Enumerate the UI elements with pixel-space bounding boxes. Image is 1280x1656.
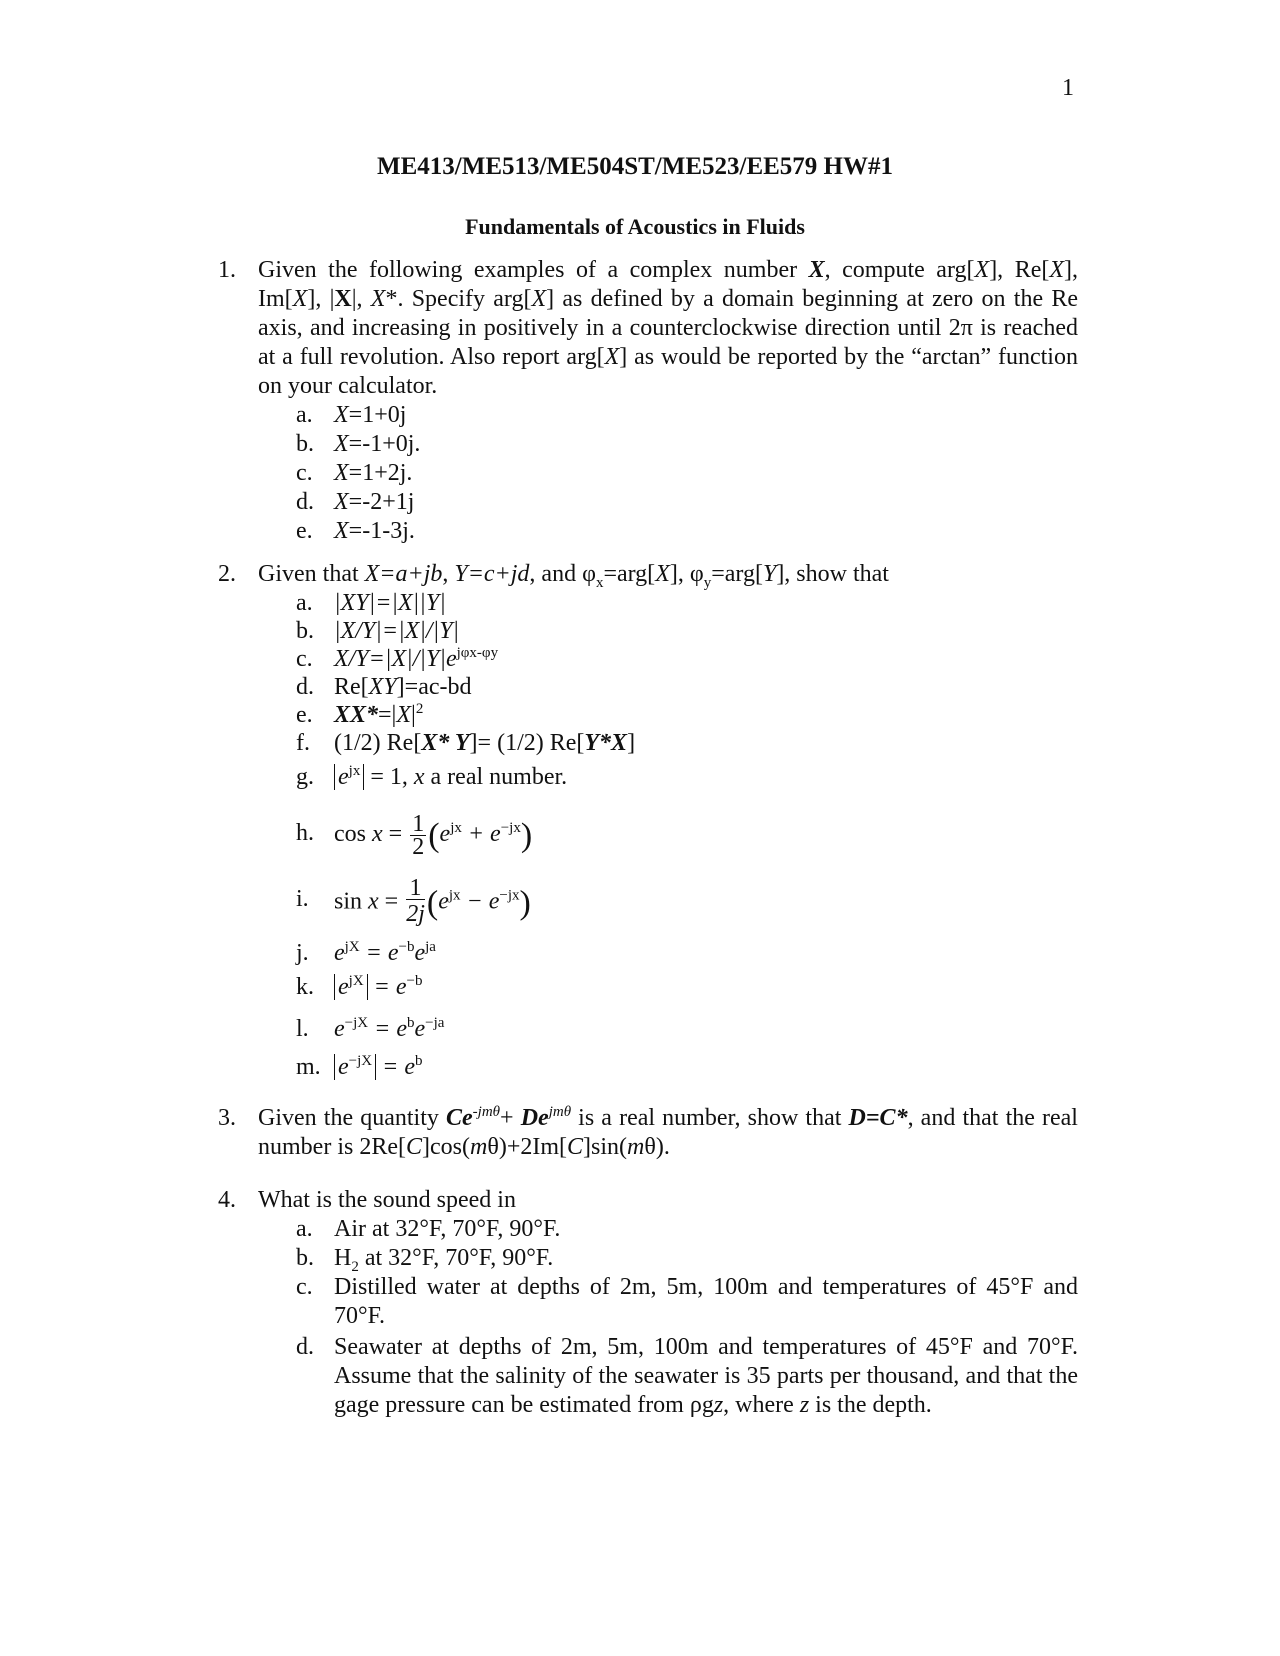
text-run: θ). — [644, 1134, 670, 1160]
item-label: d. — [296, 674, 314, 700]
math-var: m — [627, 1134, 645, 1160]
item-text: =1+0j — [348, 402, 407, 428]
math-var: e — [338, 764, 349, 790]
denominator: 2j — [406, 901, 425, 927]
subscript: x — [595, 574, 604, 591]
math-var: e — [439, 821, 451, 848]
list-item — [296, 1273, 1078, 1331]
math-var: Y — [762, 561, 777, 587]
question-number: 1. — [218, 257, 236, 283]
text-run: ] — [627, 730, 636, 756]
item-text: =-1+0j. — [348, 431, 421, 457]
list-item — [296, 517, 1078, 546]
numerator: 1 — [412, 811, 425, 837]
math-var: Y=c+jd — [454, 561, 530, 587]
paren-open: ( — [426, 884, 439, 922]
denominator: 2 — [412, 834, 425, 860]
item-label: k. — [296, 974, 314, 1000]
item-label: j. — [296, 940, 309, 966]
question-text: What is the sound speed in — [258, 1187, 516, 1213]
math-var: e — [414, 1016, 426, 1042]
math-var: XY — [368, 674, 397, 700]
superscript: −jx — [500, 820, 521, 837]
superscript: b — [414, 1053, 423, 1069]
text-run: , compute arg[ — [824, 257, 975, 283]
item-text: Air at 32°F, 70°F, 90°F. — [334, 1216, 561, 1242]
item-label: c. — [296, 1274, 313, 1300]
item-label: e. — [296, 702, 313, 728]
text-run: = — [382, 821, 409, 848]
list-item — [296, 645, 1078, 673]
math-var: z — [799, 1392, 810, 1418]
text-run: θ)+2Im[ — [487, 1134, 568, 1160]
list-item — [296, 1053, 1078, 1089]
list-item — [296, 939, 1078, 973]
math-var: e — [338, 974, 349, 1000]
question-1 — [218, 256, 1078, 546]
text-run: ] as defined by a domain beginning at zero on the Re axis, and increasing in positively in a counterclockwise direction until 2π is reached at a full revolution. Also report arg[ — [258, 286, 1079, 370]
list-item — [296, 701, 1078, 729]
text-run: Given the following examples of a complex number — [258, 257, 809, 283]
text-run: sin — [334, 888, 369, 915]
item-text: =-2+1j — [348, 489, 415, 515]
item-label: h. — [296, 820, 314, 846]
superscript: b — [406, 1015, 415, 1031]
math-var: C — [405, 1134, 422, 1160]
item-text: Distilled water at depths of 2m, 5m, 100m and temperatures of 45°F and 70°F. — [334, 1274, 1078, 1329]
math-var: XX* — [334, 702, 379, 728]
math-var: De — [520, 1105, 549, 1131]
superscript: jmθ — [548, 1104, 572, 1120]
item-label: g. — [296, 764, 314, 790]
math-var: z — [713, 1392, 724, 1418]
list-item — [296, 1215, 1078, 1244]
list-item — [296, 617, 1078, 645]
text-run: Given that — [258, 561, 365, 587]
math-var: Ce — [446, 1105, 473, 1131]
text-run: + — [500, 1105, 521, 1131]
question-number: 4. — [218, 1187, 236, 1213]
math-var: X — [604, 344, 620, 370]
list-item — [296, 430, 1078, 459]
question-text — [258, 1104, 1078, 1162]
math-var: X=a+jb — [364, 561, 443, 587]
paren-open: ( — [428, 817, 440, 854]
item-label: a. — [296, 402, 313, 428]
superscript: −ja — [425, 1015, 445, 1031]
paren-close: ) — [520, 817, 533, 854]
math-var: C — [567, 1134, 584, 1160]
math-var: X — [334, 489, 349, 515]
text-run: = 1, — [364, 764, 414, 790]
list-item — [296, 401, 1078, 430]
math-var: x — [372, 821, 383, 848]
list-item — [296, 807, 1078, 871]
text-run: ] as would be reported by the “arctan” function on your calculator. — [258, 344, 1078, 399]
item-label: b. — [296, 1245, 314, 1271]
text-run: *. Specify arg[ — [385, 286, 532, 312]
math-var: X — [531, 286, 547, 312]
text-run: |, — [351, 286, 371, 312]
math-var: X* Y — [421, 730, 470, 756]
math-var: = e — [376, 1054, 415, 1080]
math-var: X — [1049, 257, 1065, 283]
math-var: X — [292, 286, 308, 312]
abs-value — [334, 1054, 376, 1080]
paren-close: ) — [519, 884, 531, 922]
superscript: −b — [398, 939, 415, 955]
superscript: jφx-φy — [456, 645, 499, 661]
question-4 — [218, 1186, 1078, 1420]
text-run: H — [334, 1245, 352, 1271]
math-var: X — [974, 257, 990, 283]
text-run: Seawater at depths of 2m, 5m, 100m and temperatures of 45°F and 70°F. Assume that the salinity of the seawater is 35 parts per thousand, and that the gage pressure can be estimated from ρg — [334, 1334, 1078, 1418]
text-run: ], | — [307, 286, 335, 312]
text-run: | — [411, 702, 416, 728]
text-run: = — [378, 888, 405, 915]
superscript: ja — [425, 939, 436, 955]
text-run: ]= (1/2) Re[ — [469, 730, 585, 756]
question-number: 3. — [218, 1105, 236, 1131]
item-label: a. — [296, 1216, 313, 1242]
question-text — [258, 560, 1078, 589]
page-subtitle: Fundamentals of Acoustics in Fluids — [465, 214, 805, 239]
list-item — [296, 589, 1078, 617]
math-var: = e — [359, 940, 399, 966]
math-var: X — [808, 257, 825, 283]
fraction — [406, 877, 425, 929]
math-var: X — [334, 518, 349, 544]
item-label: l. — [296, 1016, 309, 1042]
text-run: at 32°F, 70°F, 90°F. — [358, 1245, 554, 1271]
text-run: a real number. — [424, 764, 568, 790]
item-label: i. — [296, 886, 309, 912]
math-var: e — [414, 940, 426, 966]
text-run: ], show that — [776, 561, 889, 587]
text-run: ]=ac-bd — [396, 674, 472, 700]
list-item — [296, 871, 1078, 939]
math-var: e — [338, 1054, 349, 1080]
item-text: =1+2j. — [348, 460, 413, 486]
math-var: e — [334, 1016, 345, 1042]
superscript: −jX — [344, 1015, 369, 1031]
text-run: is a real number, show that — [571, 1105, 849, 1131]
superscript: -jmθ — [472, 1104, 501, 1120]
math-var: X — [334, 431, 349, 457]
text-run: ], Im[ — [258, 257, 1079, 312]
superscript: −jx — [499, 887, 520, 904]
item-label: c. — [296, 460, 313, 486]
item-label: m. — [296, 1054, 321, 1080]
superscript: jx — [348, 763, 361, 779]
math-var: = e — [368, 1016, 407, 1042]
list-item — [296, 1244, 1078, 1273]
item-text: |X/Y|=|X|/|Y| — [334, 618, 460, 644]
text-run: =| — [378, 702, 397, 728]
math-var: X — [655, 561, 670, 587]
list-item — [296, 673, 1078, 701]
superscript: −b — [406, 973, 423, 989]
math-var: Y*X — [584, 730, 628, 756]
text-run: is the depth. — [809, 1392, 932, 1418]
math-var: X — [334, 460, 349, 486]
math-var: x — [368, 888, 379, 915]
item-label: d. — [296, 1334, 314, 1360]
item-label: a. — [296, 590, 313, 616]
superscript: 2 — [415, 701, 424, 717]
text-run: =arg[ — [603, 561, 656, 587]
item-label: e. — [296, 518, 313, 544]
item-label: f. — [296, 730, 310, 756]
text-run: Re[ — [334, 674, 369, 700]
item-label: d. — [296, 489, 314, 515]
abs-value — [334, 764, 364, 790]
math-var: X — [334, 402, 349, 428]
subscript: 2 — [351, 1258, 359, 1275]
page-title: ME413/ME513/ME504ST/ME523/EE579 HW#1 — [377, 153, 893, 180]
fraction — [410, 813, 426, 858]
text-run: , and that the real number is 2Re[ — [258, 1105, 1078, 1160]
math-var: X — [370, 286, 386, 312]
question-number: 2. — [218, 561, 236, 587]
list-item — [296, 729, 1078, 759]
math-var: x — [413, 764, 425, 790]
math-var: X — [334, 286, 352, 312]
text-run: ], Re[ — [989, 257, 1050, 283]
text-run: Given the quantity — [258, 1105, 446, 1131]
math-var: e — [334, 940, 345, 966]
text-run: ]sin( — [583, 1134, 628, 1160]
numerator: 1 — [406, 877, 425, 900]
list-item — [296, 1333, 1078, 1420]
abs-value — [334, 974, 368, 1000]
list-item — [296, 759, 1078, 807]
list-item — [296, 1011, 1078, 1053]
question-2 — [218, 560, 1078, 1089]
math-var: X — [396, 702, 412, 728]
item-text: |XY|=|X||Y| — [334, 590, 446, 616]
question-3 — [218, 1104, 1078, 1162]
superscript: jx — [448, 887, 461, 904]
item-label: b. — [296, 618, 314, 644]
superscript: jX — [348, 973, 364, 989]
text-run: , — [442, 561, 455, 587]
math-var: = e — [367, 974, 407, 1000]
text-run: , and φ — [529, 561, 596, 587]
text-run: cos — [334, 821, 372, 848]
superscript: jX — [344, 939, 360, 955]
list-item — [296, 488, 1078, 517]
text-run: (1/2) Re[ — [334, 730, 422, 756]
list-item — [296, 459, 1078, 488]
math-var: + e — [461, 821, 501, 848]
math-var: D=C* — [848, 1105, 908, 1131]
page-number: 1 — [1062, 75, 1074, 101]
item-label: c. — [296, 646, 313, 672]
text-run: =arg[ — [711, 561, 763, 587]
question-text — [258, 256, 1078, 401]
superscript: jx — [450, 820, 462, 837]
math-var: m — [469, 1134, 488, 1160]
text-run: ], φ — [669, 561, 704, 587]
math-var: − e — [460, 888, 500, 915]
math-var: e — [438, 888, 449, 915]
item-text: =-1-3j. — [348, 518, 415, 544]
list-item — [296, 973, 1078, 1011]
subscript: y — [703, 574, 712, 591]
text-run: , where — [723, 1392, 800, 1418]
text-run: ]cos( — [422, 1134, 470, 1160]
item-label: b. — [296, 431, 314, 457]
item-text: X/Y=|X|/|Y|e — [334, 646, 457, 672]
superscript: −jX — [348, 1053, 373, 1069]
